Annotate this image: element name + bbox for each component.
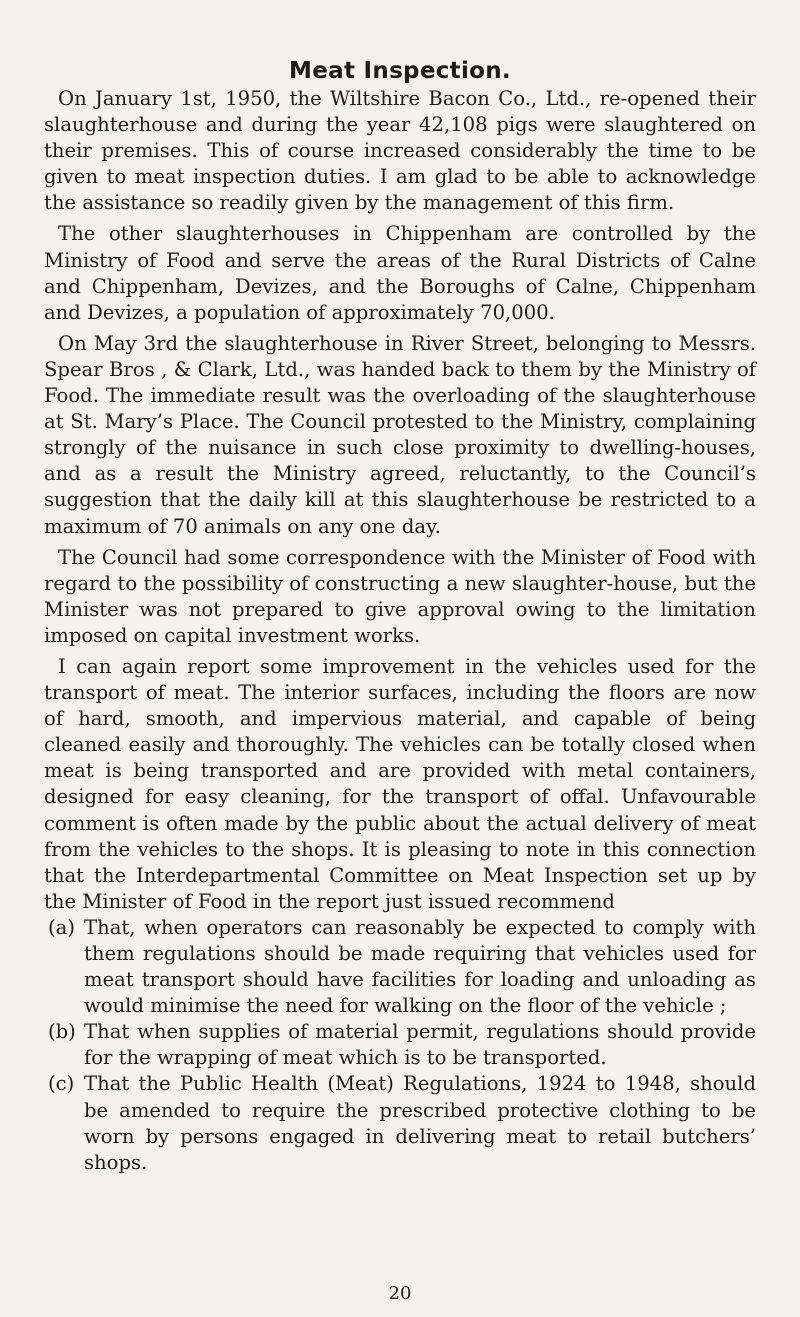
list-marker: (c) bbox=[48, 1072, 75, 1096]
list-marker: (b) bbox=[48, 1020, 76, 1044]
list-item-text: That when supplies of material permit, regulations should provide for the wrapping of meat which is to be transported. bbox=[84, 1020, 756, 1070]
section-title: Meat Inspection. bbox=[289, 58, 511, 84]
document-page bbox=[44, 56, 756, 1176]
paragraph-vehicles: I can again report some improvement in the vehicles used for the transport of meat. The interior surfaces, including the floors are now of hard, smooth, and impervious material, and capable of being cleaned easily and thoroughly. The vehicles can be totally closed when meat is being transported and are provided with metal containers, designed for easy cleaning, for the transport of offal. Unfavourable comment is often made by the public about the actual delivery of meat from the vehicles to the shops. It is pleasing to note in this connection that the Interdepartmental Committee on Meat Inspection set up by the Minister of Food in the report just issued recommend bbox=[44, 654, 756, 913]
list-marker: (a) bbox=[48, 915, 75, 939]
list-item-text: That the Public Health (Meat) Regulations, 1924 to 1948, should be amended to require the prescribed protective clothing to be worn by persons engaged in delivering meat to retail butchers’ shops. bbox=[84, 1072, 756, 1174]
paragraph-correspondence: The Council had some correspondence with the Minister of Food with regard to the possibility of constructing a new slaughter-house, but the Minister was not prepared to give approval owing to the limitation imposed on capital investment works. bbox=[44, 545, 756, 647]
list-item bbox=[44, 1019, 756, 1071]
list-item bbox=[44, 915, 756, 1019]
paragraph-river-street: On May 3rd the slaughterhouse in River Street, belonging to Messrs. Spear Bros , & Clark, Ltd., was handed back to them by the Ministry of Food. The immediate result was the overloading of the slaughterhouse at St. Mary’s Place. The Council protested to the Ministry, complaining strongly of the nuisance in such close proximity to dwelling-houses, and as a result the Ministry agreed, reluctantly, to the Council’s suggestion that the daily kill at this slaughterhouse be restricted to a maximum of 70 animals on any one day. bbox=[44, 331, 756, 538]
list-item bbox=[44, 1071, 756, 1175]
recommendations-list bbox=[44, 915, 756, 1176]
page-number: 20 bbox=[388, 1283, 412, 1304]
paragraph-other-slaughterhouses: The other slaughterhouses in Chippenham are controlled by the Ministry of Food and serve the areas of the Rural Districts of Calne and Chippenham, Devizes, and the Boroughs of Calne, Chippenham and Devizes, a population of approximately 70,000. bbox=[44, 222, 756, 324]
list-item-text: That, when operators can reasonably be expected to comply with them regulations should be made requiring that vehicles used for meat transport should have facilities for loading and unloading as would minimise the need for walking on the floor of the vehicle ; bbox=[84, 915, 756, 1018]
paragraph-reopening: On January 1st, 1950, the Wiltshire Bacon Co., Ltd., re-opened their slaughterhouse and during the year 42,108 pigs were slaughtered on their premises. This of course increased considerably the time to be given to meat inspection duties. I am glad to be able to acknowledge the assistance so readily given by the management of this firm. bbox=[44, 87, 756, 215]
